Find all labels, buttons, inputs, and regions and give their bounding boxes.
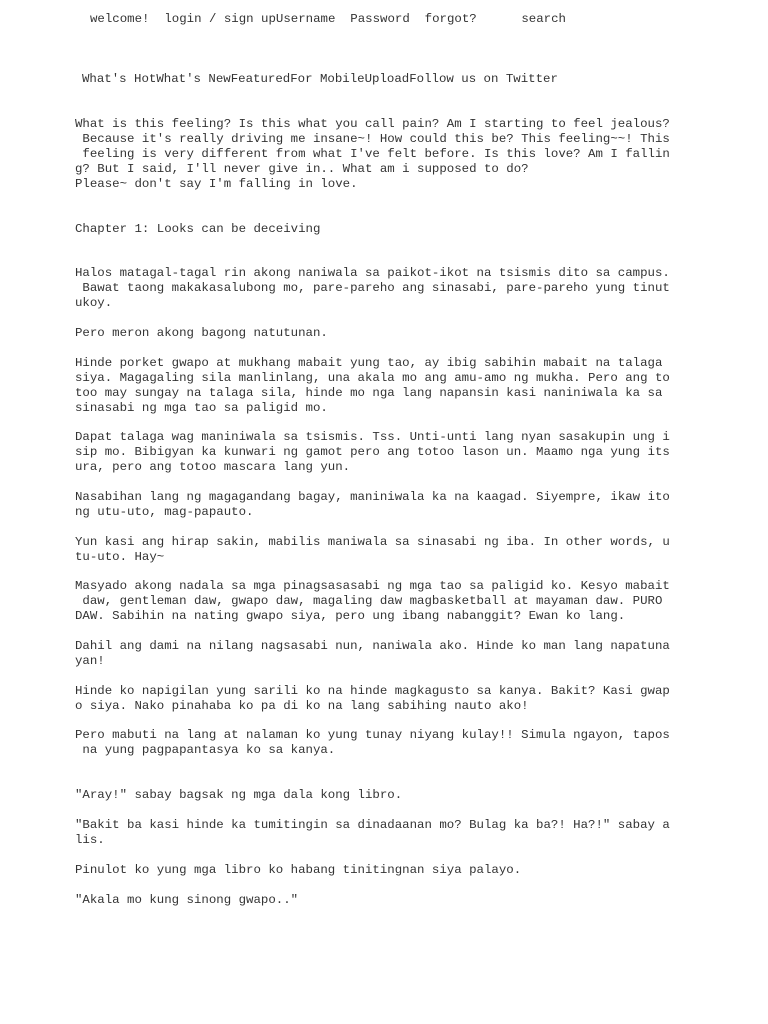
story-paragraph: Nasabihan lang ng magagandang bagay, maniniwala ka na kaagad. Siyempre, ikaw ito ng utu-uto, mag-papauto. <box>75 489 670 519</box>
login-signup-link[interactable]: login / sign up <box>164 12 276 26</box>
nav-follow-twitter[interactable]: Follow us on Twitter <box>409 72 558 86</box>
story-paragraph: Halos matagal-tagal rin akong naniwala sa paikot-ikot na tsismis dito sa campus. Bawat taong makakasalubong mo, pare-pareho ang sinasabi, pare-pareho yung tinut ukoy. <box>75 266 670 311</box>
dialogue-line: "Akala mo kung sinong gwapo.." <box>75 892 299 907</box>
story-teaser: What is this feeling? Is this what you call pain? Am I starting to feel jealous? Because it's really driving me insane~! How could this be? This feeling~~! This feeling is very different from what I've felt before. Is this love? Am I fallin g? But I said, I'll never give in.. What am i supposed to do? Please~ don't say I'm falling in love. <box>75 117 670 191</box>
story-paragraph: Pero mabuti na lang at nalaman ko yung tunay niyang kulay!! Simula ngayon, tapos na yung pagpapantasya ko sa kanya. <box>75 728 670 758</box>
story-paragraph: Dapat talaga wag maniniwala sa tsismis. Tss. Unti-unti lang nyan sasakupin ung i sip mo. Bibigyan ka kunwari ng gamot pero ang totoo lason un. Maamo nga yung its ura, pero ang totoo mascara lang yun. <box>75 430 670 475</box>
password-field[interactable]: Password <box>350 12 410 26</box>
top-bar <box>90 12 566 27</box>
nav-featured[interactable]: Featured <box>230 72 291 86</box>
main-nav <box>82 72 558 87</box>
search-button[interactable]: search <box>521 12 566 26</box>
dialogue-line: "Aray!" sabay bagsak ng mga dala kong libro. <box>75 788 403 803</box>
nav-whats-hot[interactable]: What's Hot <box>82 72 157 86</box>
story-content <box>75 117 685 922</box>
story-paragraph: Hinde ko napigilan yung sarili ko na hinde magkagusto sa kanya. Bakit? Kasi gwap o siya. Nako pinahaba ko pa di ko na lang sabihing nauto ako! <box>75 683 670 713</box>
chapter-title: Chapter 1: Looks can be deceiving <box>75 221 321 236</box>
dialogue-line: Pinulot ko yung mga libro ko habang tinitingnan siya palayo. <box>75 862 522 877</box>
story-paragraph: Yun kasi ang hirap sakin, mabilis maniwala sa sinasabi ng iba. In other words, u tu-uto. Hay~ <box>75 534 670 564</box>
story-paragraph: Masyado akong nadala sa mga pinagsasasabi ng mga tao sa paligid ko. Kesyo mabait daw, gentleman daw, gwapo daw, magaling daw magbasketball at mayaman daw. PURO DAW. Sabihin na nating gwapo siya, pero ung ibang nabanggit? Ewan ko lang. <box>75 579 670 624</box>
story-paragraph: Hinde porket gwapo at mukhang mabait yung tao, ay ibig sabihin mabait na talaga siya. Magagaling sila manlinlang, una akala mo ang amu-amo ng mukha. Pero ang to too may sungay na talaga sila, hinde mo nga lang napansin kasi naniniwala ka sa sinasabi ng mga tao sa paligid mo. <box>75 355 670 415</box>
nav-upload[interactable]: Upload <box>364 72 410 86</box>
forgot-password-link[interactable]: forgot? <box>424 12 477 26</box>
welcome-text: welcome! <box>90 12 150 26</box>
nav-whats-new[interactable]: What's New <box>156 72 231 86</box>
username-field[interactable]: Username <box>275 12 336 26</box>
story-paragraph: Pero meron akong bagong natutunan. <box>75 326 328 341</box>
dialogue-line: "Bakit ba kasi hinde ka tumitingin sa dinadaanan mo? Bulag ka ba?! Ha?!" sabay a lis. <box>75 818 670 847</box>
story-paragraph: Dahil ang dami na nilang nagsasabi nun, naniwala ako. Hinde ko man lang napatuna yan! <box>75 638 670 668</box>
nav-for-mobile[interactable]: For Mobile <box>290 72 365 86</box>
